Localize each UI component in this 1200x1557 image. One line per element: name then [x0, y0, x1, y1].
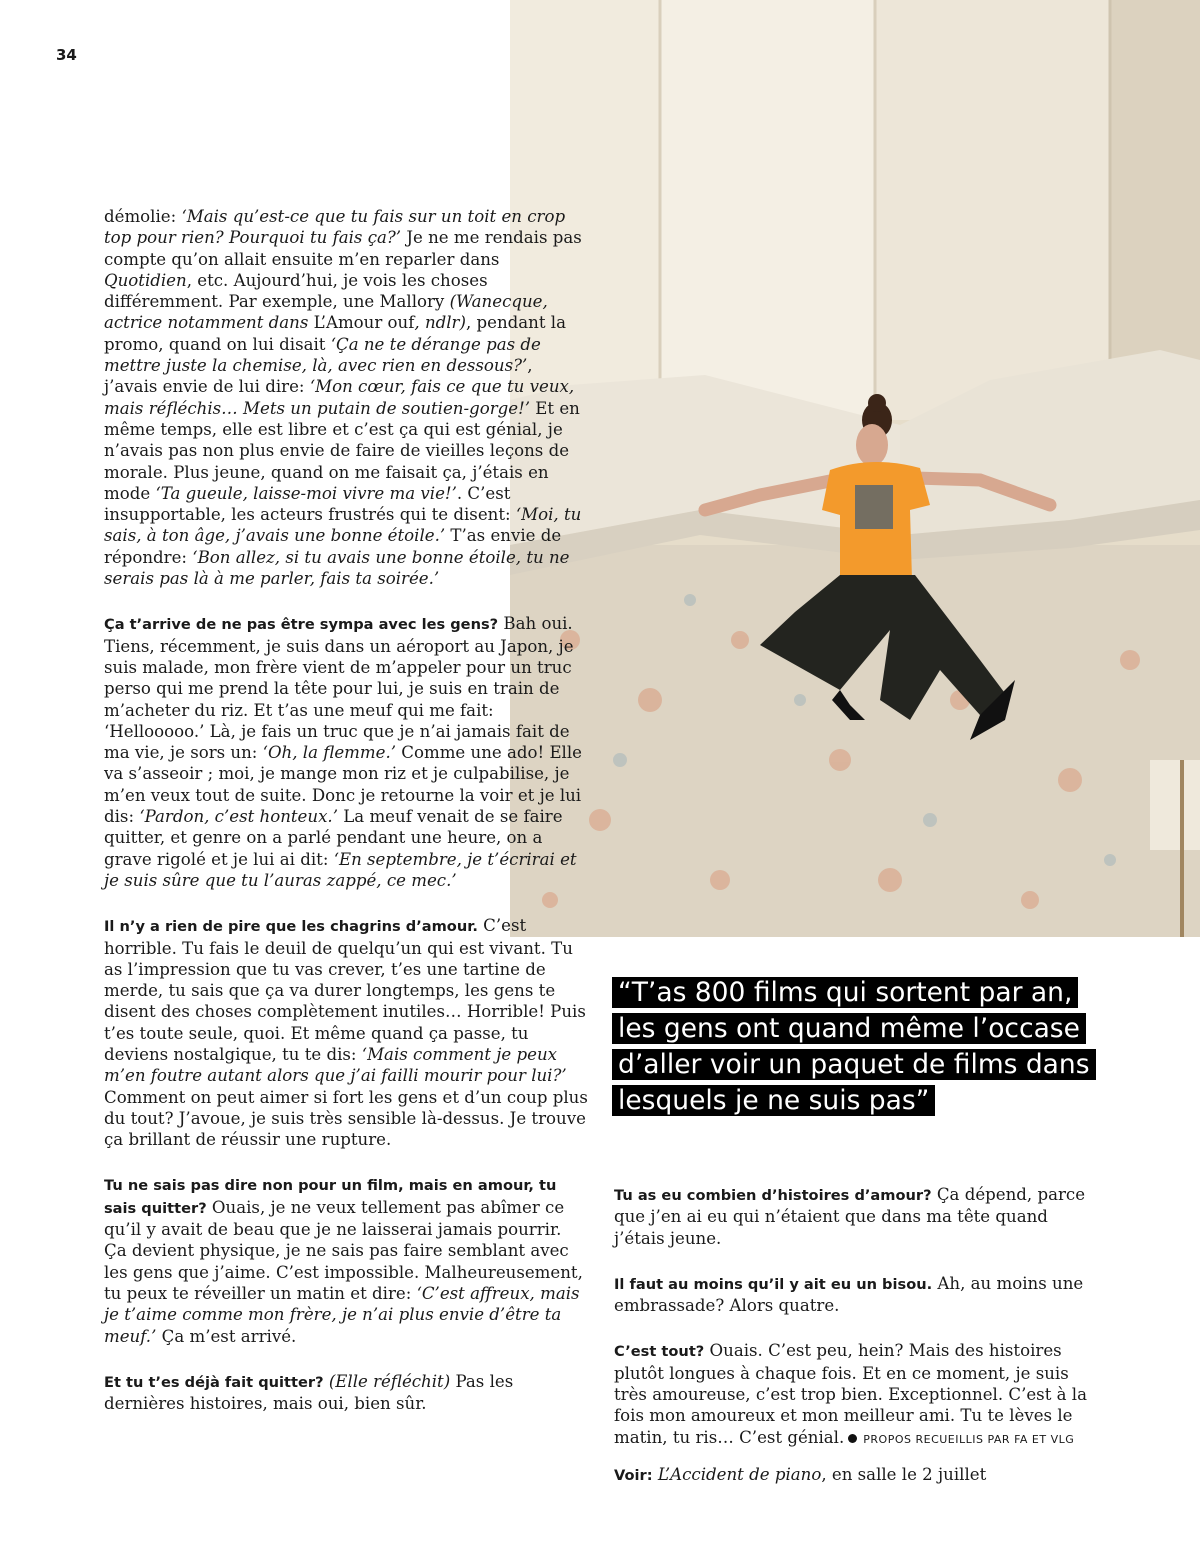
text-run: . C’est insupportable, les acteurs frustrés qui te disent:	[104, 483, 516, 525]
italic-run: ‘Oh, la flemme.’	[262, 743, 396, 763]
left-column	[104, 206, 588, 1438]
left-paragraph	[104, 206, 588, 589]
italic-run: ‘Ça ne te dérange pas de mettre juste la chemise, là, avec rien en dessous?’	[104, 334, 541, 376]
right-qa-list	[614, 1184, 1090, 1450]
text-run: Et en même temps, elle est libre et c’est ça qui est génial, je n’avais pas non plus envie de faire de vieilles leçons de morale. Plus jeune, quand on me faisait ça, j’étais en mode	[104, 398, 580, 503]
text-run: , etc. Aujourd’hui, je vois les choses différemment. Par exemple, une Mallory	[104, 270, 488, 312]
shirt-print	[855, 485, 893, 529]
italic-run: , ndlr)	[414, 313, 466, 333]
italic-run: ‘Pardon, c’est honteux.’	[139, 807, 338, 827]
question-lead: Il faut au moins qu’il y ait eu un bisou.	[614, 1275, 933, 1293]
voir-label: Voir:	[614, 1466, 653, 1484]
text-run: démolie:	[104, 207, 182, 226]
text-run: Bah oui. Tiens, récemment, je suis dans un aéroport au Japon, je suis malade, mon frère vient de m’appeler pour un truc perso qui me prend la tête pour lui, je suis en train de m’acheter du riz. Et t’as une meuf qui me fait: ‘Hellooooo.’ Là, je fais un truc que je n’ai jamais fait de ma vie, je sors un:	[104, 614, 574, 763]
text-run: Ça m’est arrivé.	[156, 1326, 297, 1346]
side-table	[1150, 760, 1200, 850]
italic-run: (Wanecque, actrice notamment dans	[104, 292, 548, 333]
italic-run: ‘C’est affreux, mais je t’aime comme mon frère, je n’ai plus envie d’être ta meuf.’	[104, 1283, 580, 1346]
text-run: , j’avais envie de lui dire:	[104, 356, 533, 397]
left-paragraph	[104, 1371, 588, 1415]
italic-run: ‘Mais comment je peux m’en foutre autant alors que j’ai failli mourir pour lui?’	[104, 1044, 567, 1086]
question-lead: Ça t’arrive de ne pas être sympa avec les gens?	[104, 616, 499, 634]
left-paragraph	[104, 1174, 588, 1346]
text-run: Pas les dernières histoires, mais oui, bien sûr.	[104, 1371, 514, 1414]
text-run: T’as envie de répondre:	[104, 526, 562, 567]
text-run: C’est horrible. Tu fais le deuil de quelqu’un qui est vivant. Tu as l’impression que tu vas crever, t’es une tartine de merde, tu sais que ça va durer longtemps, les gens te disent des choses complètement inutiles… Horrible! Puis t’es toute seule, quoi. Et même quand ça passe, tu deviens nostalgique, tu te dis:	[104, 916, 586, 1064]
text-run: La meuf venait de se faire quitter, et genre on a parlé pendant une heure, on a grave rigolé et je lui ai dit:	[104, 807, 563, 869]
italic-run: ‘En septembre, je t’écrirai et je suis sûre que tu l’auras zappé, ce mec.’	[104, 849, 577, 890]
cover-photo	[510, 0, 1200, 937]
center-curtain	[660, 0, 875, 420]
italic-run: ‘Moi, tu sais, à ton âge, j’avais une bonne étoile.’	[104, 505, 582, 546]
question-lead: C’est tout?	[614, 1343, 705, 1361]
end-bullet-icon	[848, 1434, 857, 1443]
pull-quote	[612, 975, 1112, 1119]
right-paragraph	[614, 1273, 1090, 1317]
text-run: , pendant la promo, quand on lui disait	[104, 313, 566, 354]
italic-run: (Elle réfléchit)	[328, 1371, 451, 1391]
italic-run: Quotidien	[104, 270, 187, 290]
voir-title: L’Accident de piano	[657, 1464, 822, 1484]
pull-quote-text: “T’as 800 films qui sortent par an, les gens ont quand même l’occase d’aller voir un paquet de films dans lesquels je ne suis pas”	[612, 977, 1096, 1116]
text-run: Comment on peut aimer si fort les gens et d’un coup plus du tout? J’avoue, je suis très sensible là-dessus. Je trouve ça brillant de réussir une rupture.	[104, 1087, 588, 1150]
right-curtain	[875, 0, 1110, 420]
right-paragraph	[614, 1184, 1090, 1249]
left-paragraph	[104, 915, 588, 1150]
text-run: Ouais. C’est peu, hein? Mais des histoires plutôt longues à chaque fois. Et en ce moment, je suis très amoureuse, c’est trop bien. Exceptionnel. C’est à la fois mon amoureux et mon meilleur ami. Tu te lèves le matin, tu ris… C’est génial.	[614, 1341, 1088, 1447]
closing-credit-wrap	[844, 1428, 1074, 1447]
italic-run: ‘Ta gueule, laisse-moi vivre ma vie!’	[155, 483, 457, 503]
right-column	[614, 1184, 1090, 1486]
page-number: 34	[56, 46, 77, 64]
face	[856, 424, 888, 466]
question-lead: Tu as eu combien d’histoires d’amour?	[614, 1187, 932, 1204]
text-run: Comme une ado! Elle va s’asseoir ; moi, je mange mon riz et je culpabilise, je m’en veux tout de suite. Donc je retourne la voir et je lui dis:	[104, 743, 582, 827]
question-lead: Il n’y a rien de pire que les chagrins d’amour.	[104, 918, 478, 936]
right-paragraph	[614, 1340, 1090, 1449]
text-run: Ouais, je ne veux tellement pas abîmer ce qu’il y avait de beau que je ne laisserai jamais pourrir. Ça devient physique, je ne sais pas faire semblant avec les gens que j’aime. C’est impossible. Malheureusement, tu peux te réveiller un matin et dire:	[104, 1197, 583, 1303]
italic-run: ‘Mais qu’est-ce que tu fais sur un toit en crop top pour rien? Pourquoi tu fais ça?’	[104, 207, 566, 248]
italic-run: ‘Bon allez, si tu avais une bonne étoile, tu ne serais pas là à me parler, fais ta soirée.’	[104, 547, 570, 589]
credit: PROPOS RECUEILLIS PAR FA ET VLG	[863, 1432, 1075, 1446]
voir-line	[614, 1464, 1090, 1486]
voir-rest: , en salle le 2 juillet	[821, 1464, 987, 1484]
italic-run: ‘Mon cœur, fais ce que tu veux, mais réfléchis… Mets un putain de soutien-gorge!’	[104, 377, 575, 418]
text-run: Ah, au moins une embrassade? Alors quatre.	[614, 1273, 1084, 1316]
question-lead: Tu ne sais pas dire non pour un film, mais en amour, tu sais quitter?	[104, 1177, 557, 1217]
question-lead: Et tu t’es déjà fait quitter?	[104, 1373, 324, 1391]
text-run: Je ne me rendais pas compte qu’on allait ensuite m’en reparler dans	[104, 228, 582, 269]
left-paragraph	[104, 613, 588, 891]
text-run: L’Amour ouf	[313, 313, 415, 333]
text-run: Ça dépend, parce que j’en ai eu qui n’étaient que dans ma tête quand j’étais jeune.	[614, 1185, 1086, 1248]
